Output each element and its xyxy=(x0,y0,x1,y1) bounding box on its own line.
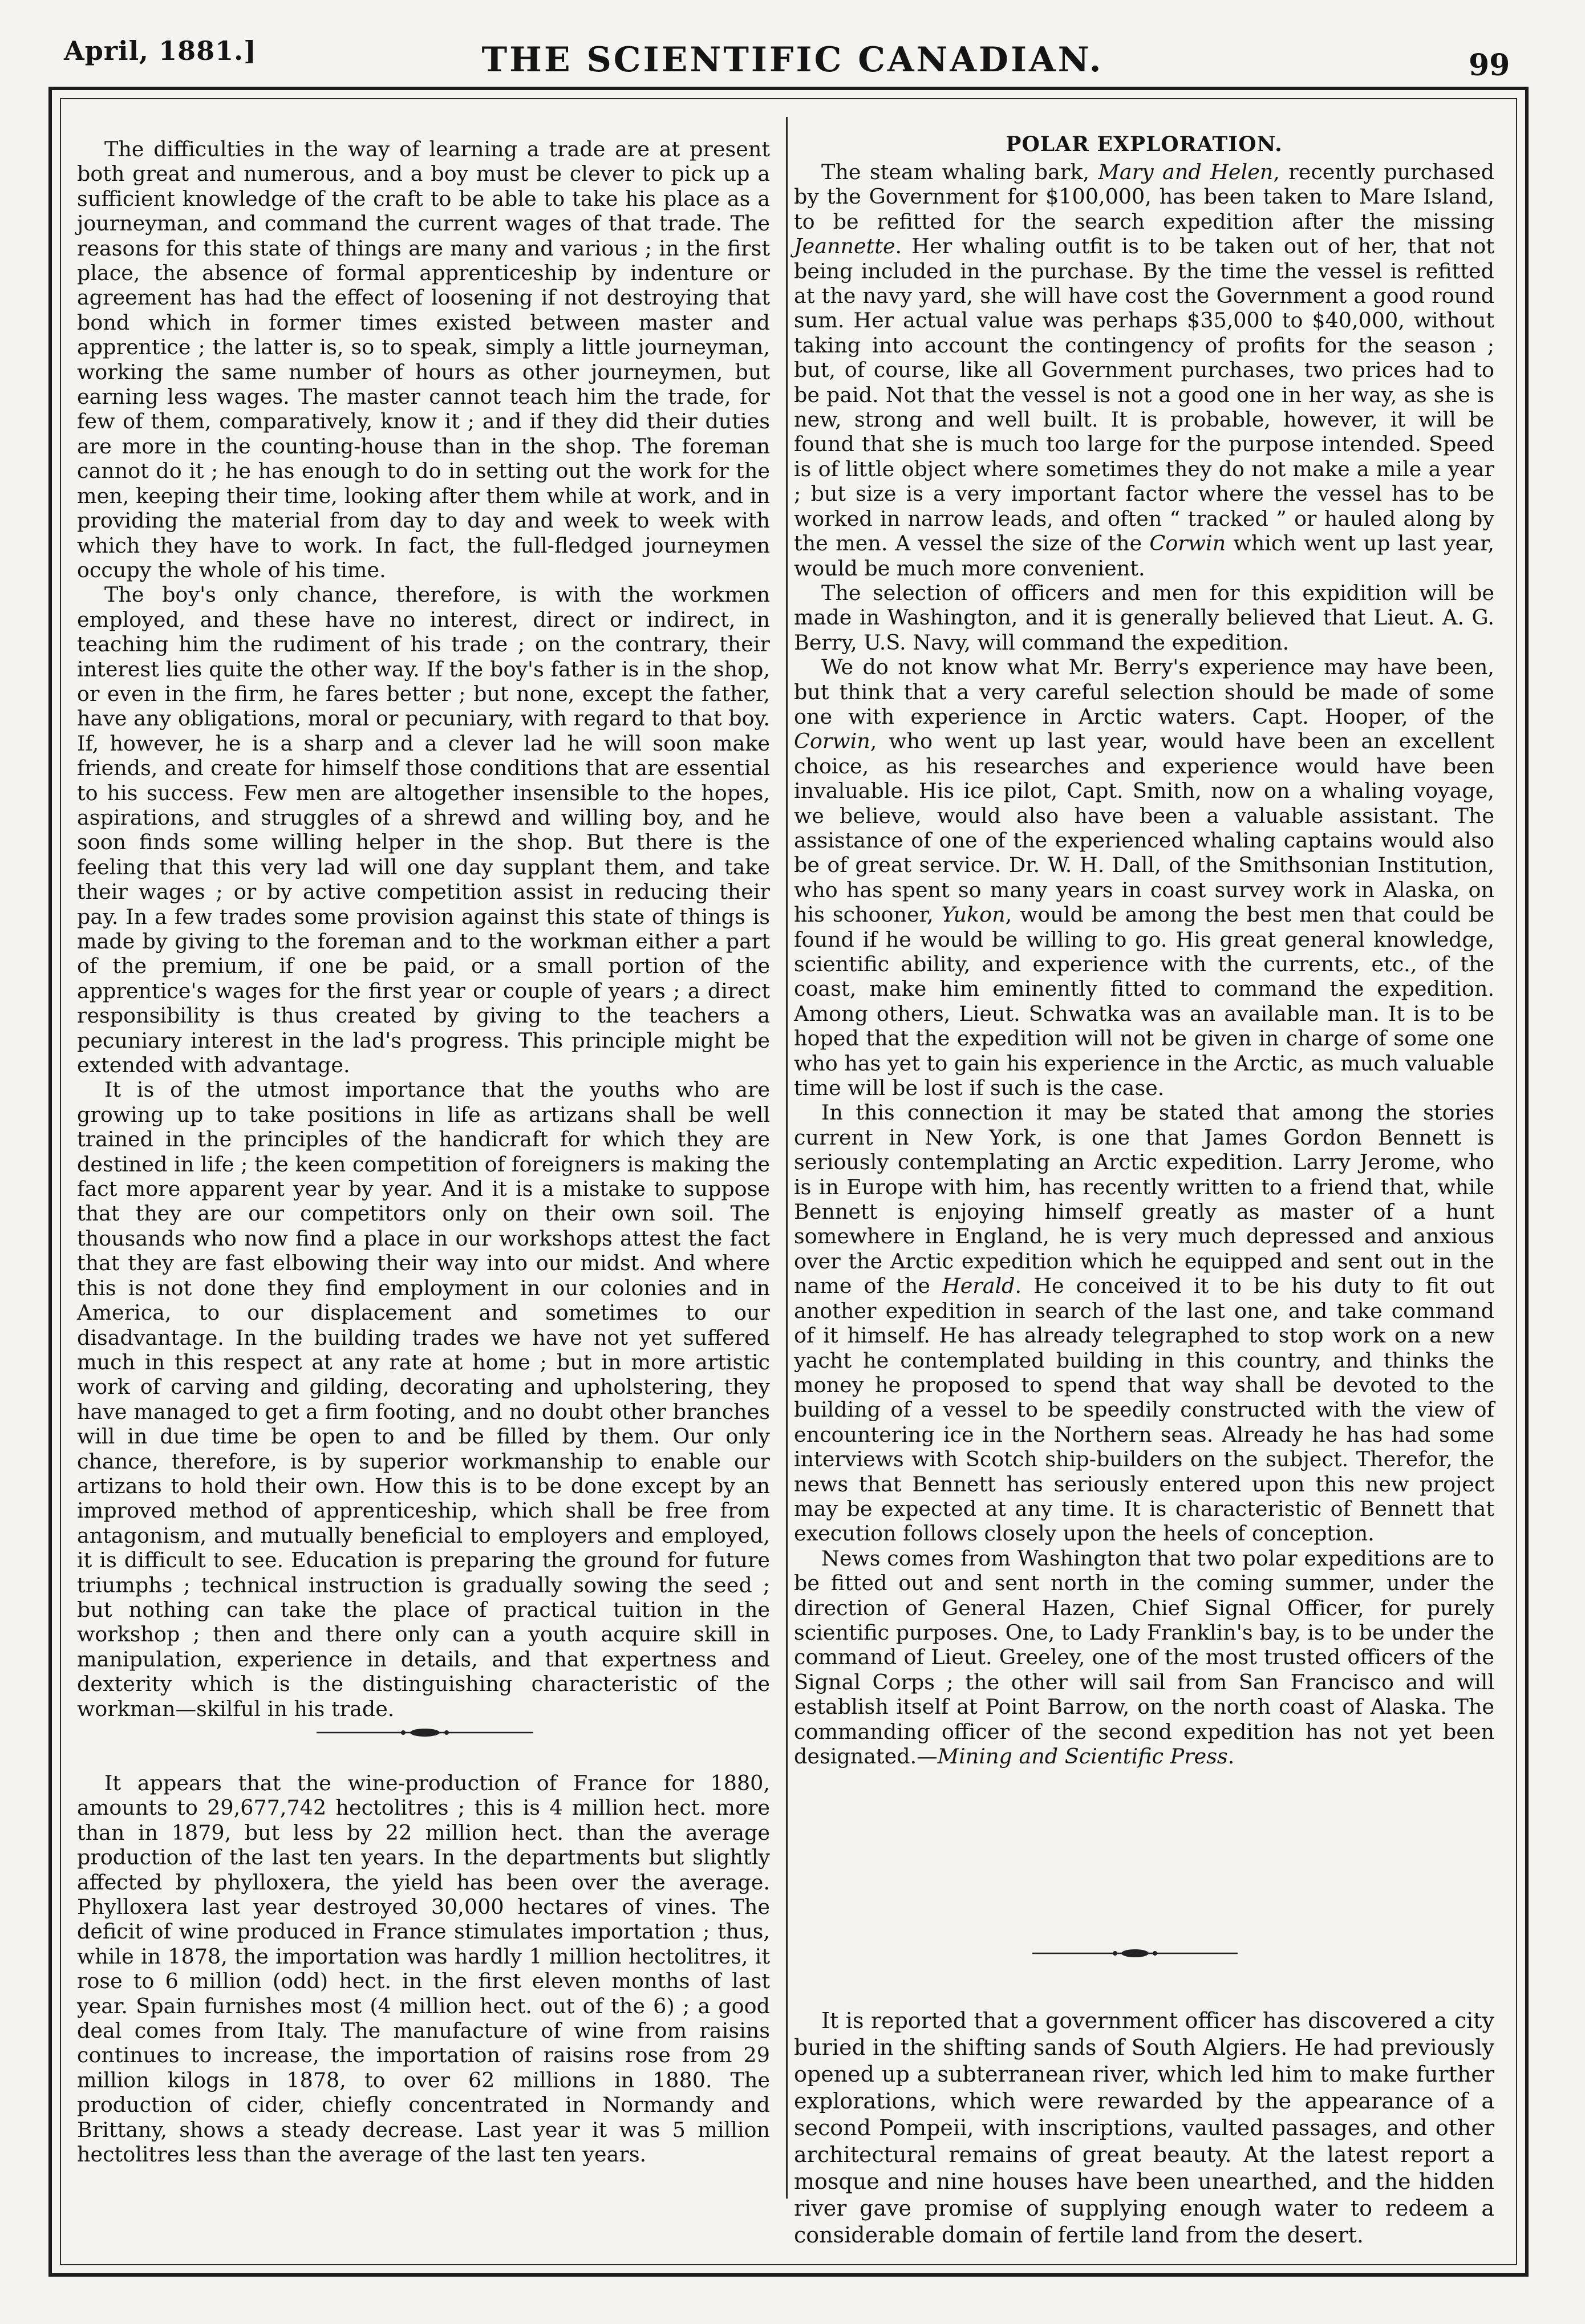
article-polar-exploration xyxy=(794,160,1494,1769)
section-ornament xyxy=(317,1727,533,1738)
issue-date: April, 1881.] xyxy=(64,35,257,66)
journal-title: THE SCIENTIFIC CANADIAN. xyxy=(481,40,1104,80)
paragraph: The steam whaling bark, Mary and Helen, recently purchased by the Government for $100,000, has been taken to Mare Island, to be refitted for the search expedition after the missing Jeannette. Her whaling outfit is to be taken out of her, that not being included in the purchase. By the time the vessel is refitted at the navy yard, she will have cost the Government a good round sum. Her actual value was perhaps $35,000 to $40,000, without taking into account the contingency of profits for the season ; but, of course, like all Government purchases, two prices had to be paid. Not that the vessel is not a good one in her way, as she is new, strong and well built. It is probable, however, it will be found that she is much too large for the purpose intended. Speed is of little object where sometimes they do not make a mile a year ; but size is a very important factor where the vessel has to be worked in narrow leads, and often “ tracked ” or hauled along by the men. A vessel the size of the Corwin which went up last year, would be much more convenient. xyxy=(794,160,1494,581)
paragraph: It is of the utmost importance that the youths who are growing up to take positions in life as artizans shall be well trained in the principles of the handicraft for which they are destined in life ; the keen competition of foreigners is making the fact more apparent year by year. And it is a mistake to suppose that they are our competitors only on their own soil. The thousands who now find a place in our workshops attest the fact that they are fast elbowing their way into our midst. And where this is not done they find employment in our colonies and in America, to our displacement and sometimes to our disadvantage. In the building trades we have not yet suffered much in this respect at any rate at home ; but in more artistic work of carving and gilding, decorating and upholstering, they have managed to get a firm footing, and no doubt other branches will in due time be open to and be filled by them. Our only chance, therefore, is by superior workmanship to enable our artizans to hold their own. How this is to be done except by an improved method of apprenticeship, which shall be free from antagonism, and mutually beneficial to employers and employed, it is difficult to see. Education is preparing the ground for future triumphs ; technical instruction is gradually sowing the seed ; but nothing can take the place of practical tuition in the workshop ; then and there only can a youth acquire skill in manipulation, experience in details, and that expertness and dexterity which is the distinguishing characteristic of the workman—skilful in his trade. xyxy=(77,1077,770,1721)
paragraph: It appears that the wine-production of France for 1880, amounts to 29,677,742 hectolitres ; this is 4 million hect. more than in 1879, but less by 22 million hect. than the average production of the last ten years. In the departments but slightly affected by phylloxera, the yield has been over the average. Phylloxera last year destroyed 30,000 hectares of vines. The deficit of wine produced in France stimulates importation ; thus, while in 1878, the importation was hardly 1 million hectolitres, it rose to 6 million (odd) hect. in the first eleven months of last year. Spain furnishes most (4 million hect. out of the 6) ; a good deal comes from Italy. The manufacture of wine from raisins continues to increase, the importation of raisins rose from 29 million kilogs in 1878, to over 62 millions in 1880. The production of cider, chiefly concentrated in Normandy and Brittany, shows a steady decrease. Last year it was 5 million hectolitres less than the average of the last ten years. xyxy=(77,1771,770,2167)
running-head xyxy=(0,0,1585,86)
paragraph: The selection of officers and men for this expidition will be made in Washington, and it is generally believed that Lieut. A. G. Berry, U.S. Navy, will command the expedition. xyxy=(794,580,1494,655)
article-wine-production xyxy=(77,1771,770,2167)
section-title-polar-exploration: POLAR EXPLORATION. xyxy=(1006,132,1283,156)
article-apprenticeship xyxy=(77,137,770,1721)
column-divider xyxy=(786,117,788,2199)
paragraph: It is reported that a government officer has discovered a city buried in the shifting sands of South Algiers. He had previously opened up a subterranean river, which led him to make further explorations, which were rewarded by the appearance of a second Pompeii, with inscriptions, vaulted passages, and other architectural remains of great beauty. At the latest report a mosque and nine houses have been unearthed, and the hidden river gave promise of supplying enough water to redeem a considerable domain of fertile land from the desert. xyxy=(794,2008,1494,2248)
article-buried-city xyxy=(794,2007,1494,2249)
page-number: 99 xyxy=(1469,48,1510,83)
paragraph: We do not know what Mr. Berry's experience may have been, but think that a very careful selection should be made of some one with experience in Arctic waters. Capt. Hooper, of the Corwin, who went up last year, would have been an excellent choice, as his researches and experience would have been invaluable. His ice pilot, Capt. Smith, now on a whaling voyage, we believe, would also have been a valuable assistant. The assistance of one of the experienced whaling captains would also be of great service. Dr. W. H. Dall, of the Smithsonian Institution, who has spent so many years in coast survey work in Alaska, on his schooner, Yukon, would be among the best men that could be found if he would be willing to go. His great general knowledge, scientific ability, and experience with the currents, etc., of the coast, make him eminently fitted to command the expedition. Among others, Lieut. Schwatka was an available man. It is to be hoped that the expedition will not be given in charge of some one who has yet to gain his experience in the Arctic, as much valuable time will be lost if such is the case. xyxy=(794,655,1494,1101)
section-ornament xyxy=(1032,1948,1238,1959)
paragraph: The boy's only chance, therefore, is with the workmen employed, and these have no interest, direct or indirect, in teaching him the rudiment of his trade ; on the contrary, their interest lies quite the other way. If the boy's father is in the shop, or even in the firm, he fares better ; but none, except the father, have any obligations, moral or pecuniary, with regard to that boy. If, however, he is a sharp and a clever lad he will soon make friends, and create for himself those conditions that are essential to his success. Few men are altogether insensible to the hopes, aspirations, and struggles of a shrewd and willing boy, and he soon finds some willing helper in the shop. But there is the feeling that this very lad will one day supplant them, and take their wages ; or by active competition assist in reducing their pay. In a few trades some provision against this state of things is made by giving to the foreman and to the workman either a part of the premium, if one be paid, or a small portion of the apprentice's wages for the first year or couple of years ; a direct responsibility is thus created by giving to the teachers a pecuniary interest in the lad's progress. This principle might be extended with advantage. xyxy=(77,582,770,1078)
paragraph: The difficulties in the way of learning a trade are at present both great and numerous, and a boy must be clever to pick up a sufficient knowledge of the craft to be able to take his place as a journeyman, and command the current wages of that trade. The reasons for this state of things are many and various ; in the first place, the absence of formal apprenticeship by indenture or agreement has had the effect of loosening if not destroying that bond which in former times existed between master and apprentice ; the latter is, so to speak, simply a little journeyman, working the same number of hours as other journeymen, but earning less wages. The master cannot teach him the trade, for few of them, comparatively, know it ; and if they did their duties are more in the counting-house than in the shop. The foreman cannot do it ; he has enough to do in setting out the work for the men, keeping their time, looking after them while at work, and in providing the material from day to day and week to week with which they have to work. In fact, the full-fledged journeymen occupy the whole of his time. xyxy=(77,137,770,582)
paragraph: In this connection it may be stated that among the stories current in New York, is one that James Gordon Bennett is seriously contemplating an Arctic expedition. Larry Jerome, who is in Europe with him, has recently written to a friend that, while Bennett is enjoying himself greatly as master of a hunt somewhere in England, he is very much depressed and anxious over the Arctic expedition which he equipped and sent out in the name of the Herald. He conceived it to be his duty to fit out another expedition in search of the last one, and take command of it himself. He has already telegraphed to stop work on a new yacht he contemplated building in this country, and thinks the money he proposed to spend that way shall be devoted to the building of a vessel to be speedily constructed with the view of encountering ice in the Northern seas. Already he has had some interviews with Scotch ship-builders on the subject. Therefor, the news that Bennett has seriously entered upon this new project may be expected at any time. It is characteristic of Bennett that execution follows closely upon the heels of conception. xyxy=(794,1100,1494,1546)
paragraph: News comes from Washington that two polar expeditions are to be fitted out and sent north in the coming summer, under the direction of General Hazen, Chief Signal Officer, for purely scientific purposes. One, to Lady Franklin's bay, is to be under the command of Lieut. Greeley, one of the most trusted officers of the Signal Corps ; the other will sail from San Francisco and will establish itself at Point Barrow, on the north coast of Alaska. The commanding officer of the second expedition has not yet been designated.—Mining and Scientific Press. xyxy=(794,1546,1494,1769)
